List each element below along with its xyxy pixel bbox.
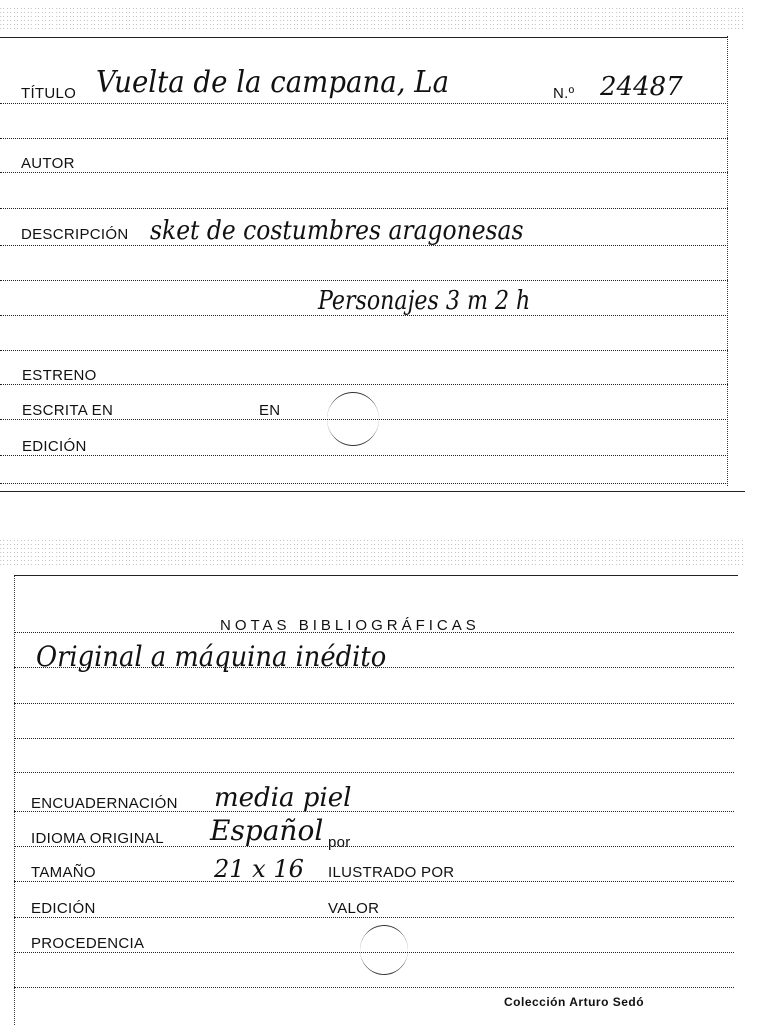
- tamano-value: 21 x 16: [214, 855, 304, 883]
- front-card: [0, 0, 759, 495]
- card-top-edge: [0, 8, 745, 30]
- estreno-label: ESTRENO: [22, 367, 97, 384]
- notas-heading: NOTAS BIBLIOGRÁFICAS: [220, 617, 480, 634]
- numero-label: N.º: [553, 85, 575, 102]
- titulo-label: TÍTULO: [21, 85, 77, 102]
- por-label: por: [328, 834, 351, 851]
- edicion-label: EDICIÓN: [31, 900, 96, 917]
- idioma-value: Español: [210, 814, 324, 847]
- tamano-label: TAMAÑO: [31, 864, 96, 881]
- card-border-left: [14, 575, 15, 1025]
- card-top-edge: [0, 540, 745, 566]
- back-card: [0, 535, 759, 1028]
- escrita-en-label: ESCRITA EN: [22, 402, 114, 419]
- encuadernacion-value: media piel: [214, 783, 352, 813]
- ilustrado-label: ILUSTRADO POR: [328, 864, 455, 881]
- autor-label: AUTOR: [21, 155, 75, 172]
- collection-credit: Colección Arturo Sedó: [504, 995, 645, 1009]
- notas-value: Original a máquina inédito: [36, 640, 387, 673]
- descripcion-label: DESCRIPCIÓN: [21, 226, 129, 243]
- descripcion-value-2: Personajes 3 m 2 h: [318, 286, 531, 316]
- descripcion-value: sket de costumbres aragonesas: [150, 216, 524, 246]
- ink-stamp-circle: [360, 925, 408, 975]
- titulo-value: Vuelta de la campana, La: [96, 65, 450, 100]
- procedencia-label: PROCEDENCIA: [31, 935, 145, 952]
- encuadernacion-label: ENCUADERNACIÓN: [31, 795, 178, 812]
- en-label: EN: [259, 402, 281, 419]
- idioma-label: IDIOMA ORIGINAL: [31, 830, 164, 847]
- valor-label: VALOR: [328, 900, 380, 917]
- edicion-label: EDICIÓN: [22, 438, 87, 455]
- numero-value: 24487: [600, 72, 683, 102]
